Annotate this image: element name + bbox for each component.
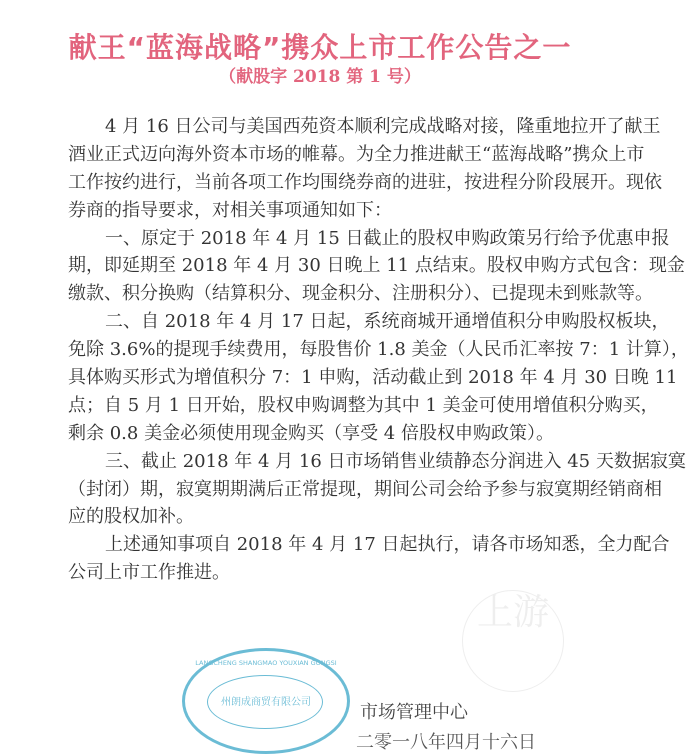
paragraph-closing: [68, 531, 670, 587]
text-line: 4 月 16 日公司与美国西苑资本顺利完成战略对接，隆重地拉开了献王: [105, 116, 661, 137]
text-line: 公司上市工作推进。: [68, 562, 230, 584]
paragraph-item-3: [68, 448, 686, 532]
text-line: 期，即延期至 2018 年 4 月 30 日晚上 11 点结束。股权申购方式包含：现金: [68, 255, 685, 277]
text-line: 具体购买形式为增值积分 7：1 申购，活动截止到 2018 年 4 月 30 日晚 11: [68, 367, 678, 389]
signature-department: 市场管理中心: [360, 702, 468, 723]
text-line: （封闭）期，寂寞期期满后正常提现，期间公司会给予参与寂寞期经销商相: [68, 478, 662, 500]
text-line: 一、原定于 2018 年 4 月 15 日截止的股权申购政策另行给予优惠申报: [105, 227, 670, 249]
text-line: 点；自 5 月 1 日开始，股权申购调整为其中 1 美金可使用增值积分购买，: [68, 394, 659, 416]
text-line: 三、截止 2018 年 4 月 16 日市场销售业绩静态分润进入 45 天数据寂寞: [105, 450, 686, 472]
seal-company-name: 州朗成商贸有限公司: [221, 697, 311, 708]
paragraph-item-1: [68, 225, 685, 309]
document-title: 献王“蓝海战略”携众上市工作公告之一: [68, 31, 572, 64]
document-body: [68, 113, 689, 587]
text-line: 券商的指导要求，对相关事项通知如下：: [68, 199, 392, 221]
paragraph-item-2: [68, 308, 689, 447]
document-number: （献股字 2018 第 1 号）: [219, 67, 421, 87]
signature-date: 二零一八年四月十六日: [356, 732, 536, 753]
text-line: 应的股权加补。: [68, 506, 194, 528]
text-line: 上述通知事项自 2018 年 4 月 17 日起执行，请各市场知悉，全力配合: [105, 534, 670, 556]
paragraph-intro: [68, 113, 662, 225]
seal-ring-text: LANGCHENG SHANGMAO YOUXIAN GONGSI: [195, 659, 337, 667]
text-line: 二、自 2018 年 4 月 17 日起，系统商城开通增值积分申购股权板块，: [105, 311, 670, 333]
text-line: 工作按约进行，当前各项工作均围绕券商的进驻，按进程分阶段展开。现依: [68, 171, 662, 193]
text-line: 剩余 0.8 美金必须使用现金购买（享受 4 倍股权申购政策）。: [68, 422, 554, 444]
watermark-text: 上游: [476, 592, 549, 633]
text-line: 缴款、积分换购（结算积分、现金积分、注册积分）、已提现未到账款等。: [68, 283, 653, 305]
text-line: 免除 3.6%的提现手续费用，每股售价 1.8 美金（人民币汇率按 7：1 计算），: [68, 339, 689, 361]
company-seal: [182, 648, 350, 754]
text-line: 酒业正式迈向海外资本市场的帷幕。为全力推进献王“蓝海战略”携众上市: [68, 143, 645, 165]
watermark-logo: [462, 590, 564, 692]
